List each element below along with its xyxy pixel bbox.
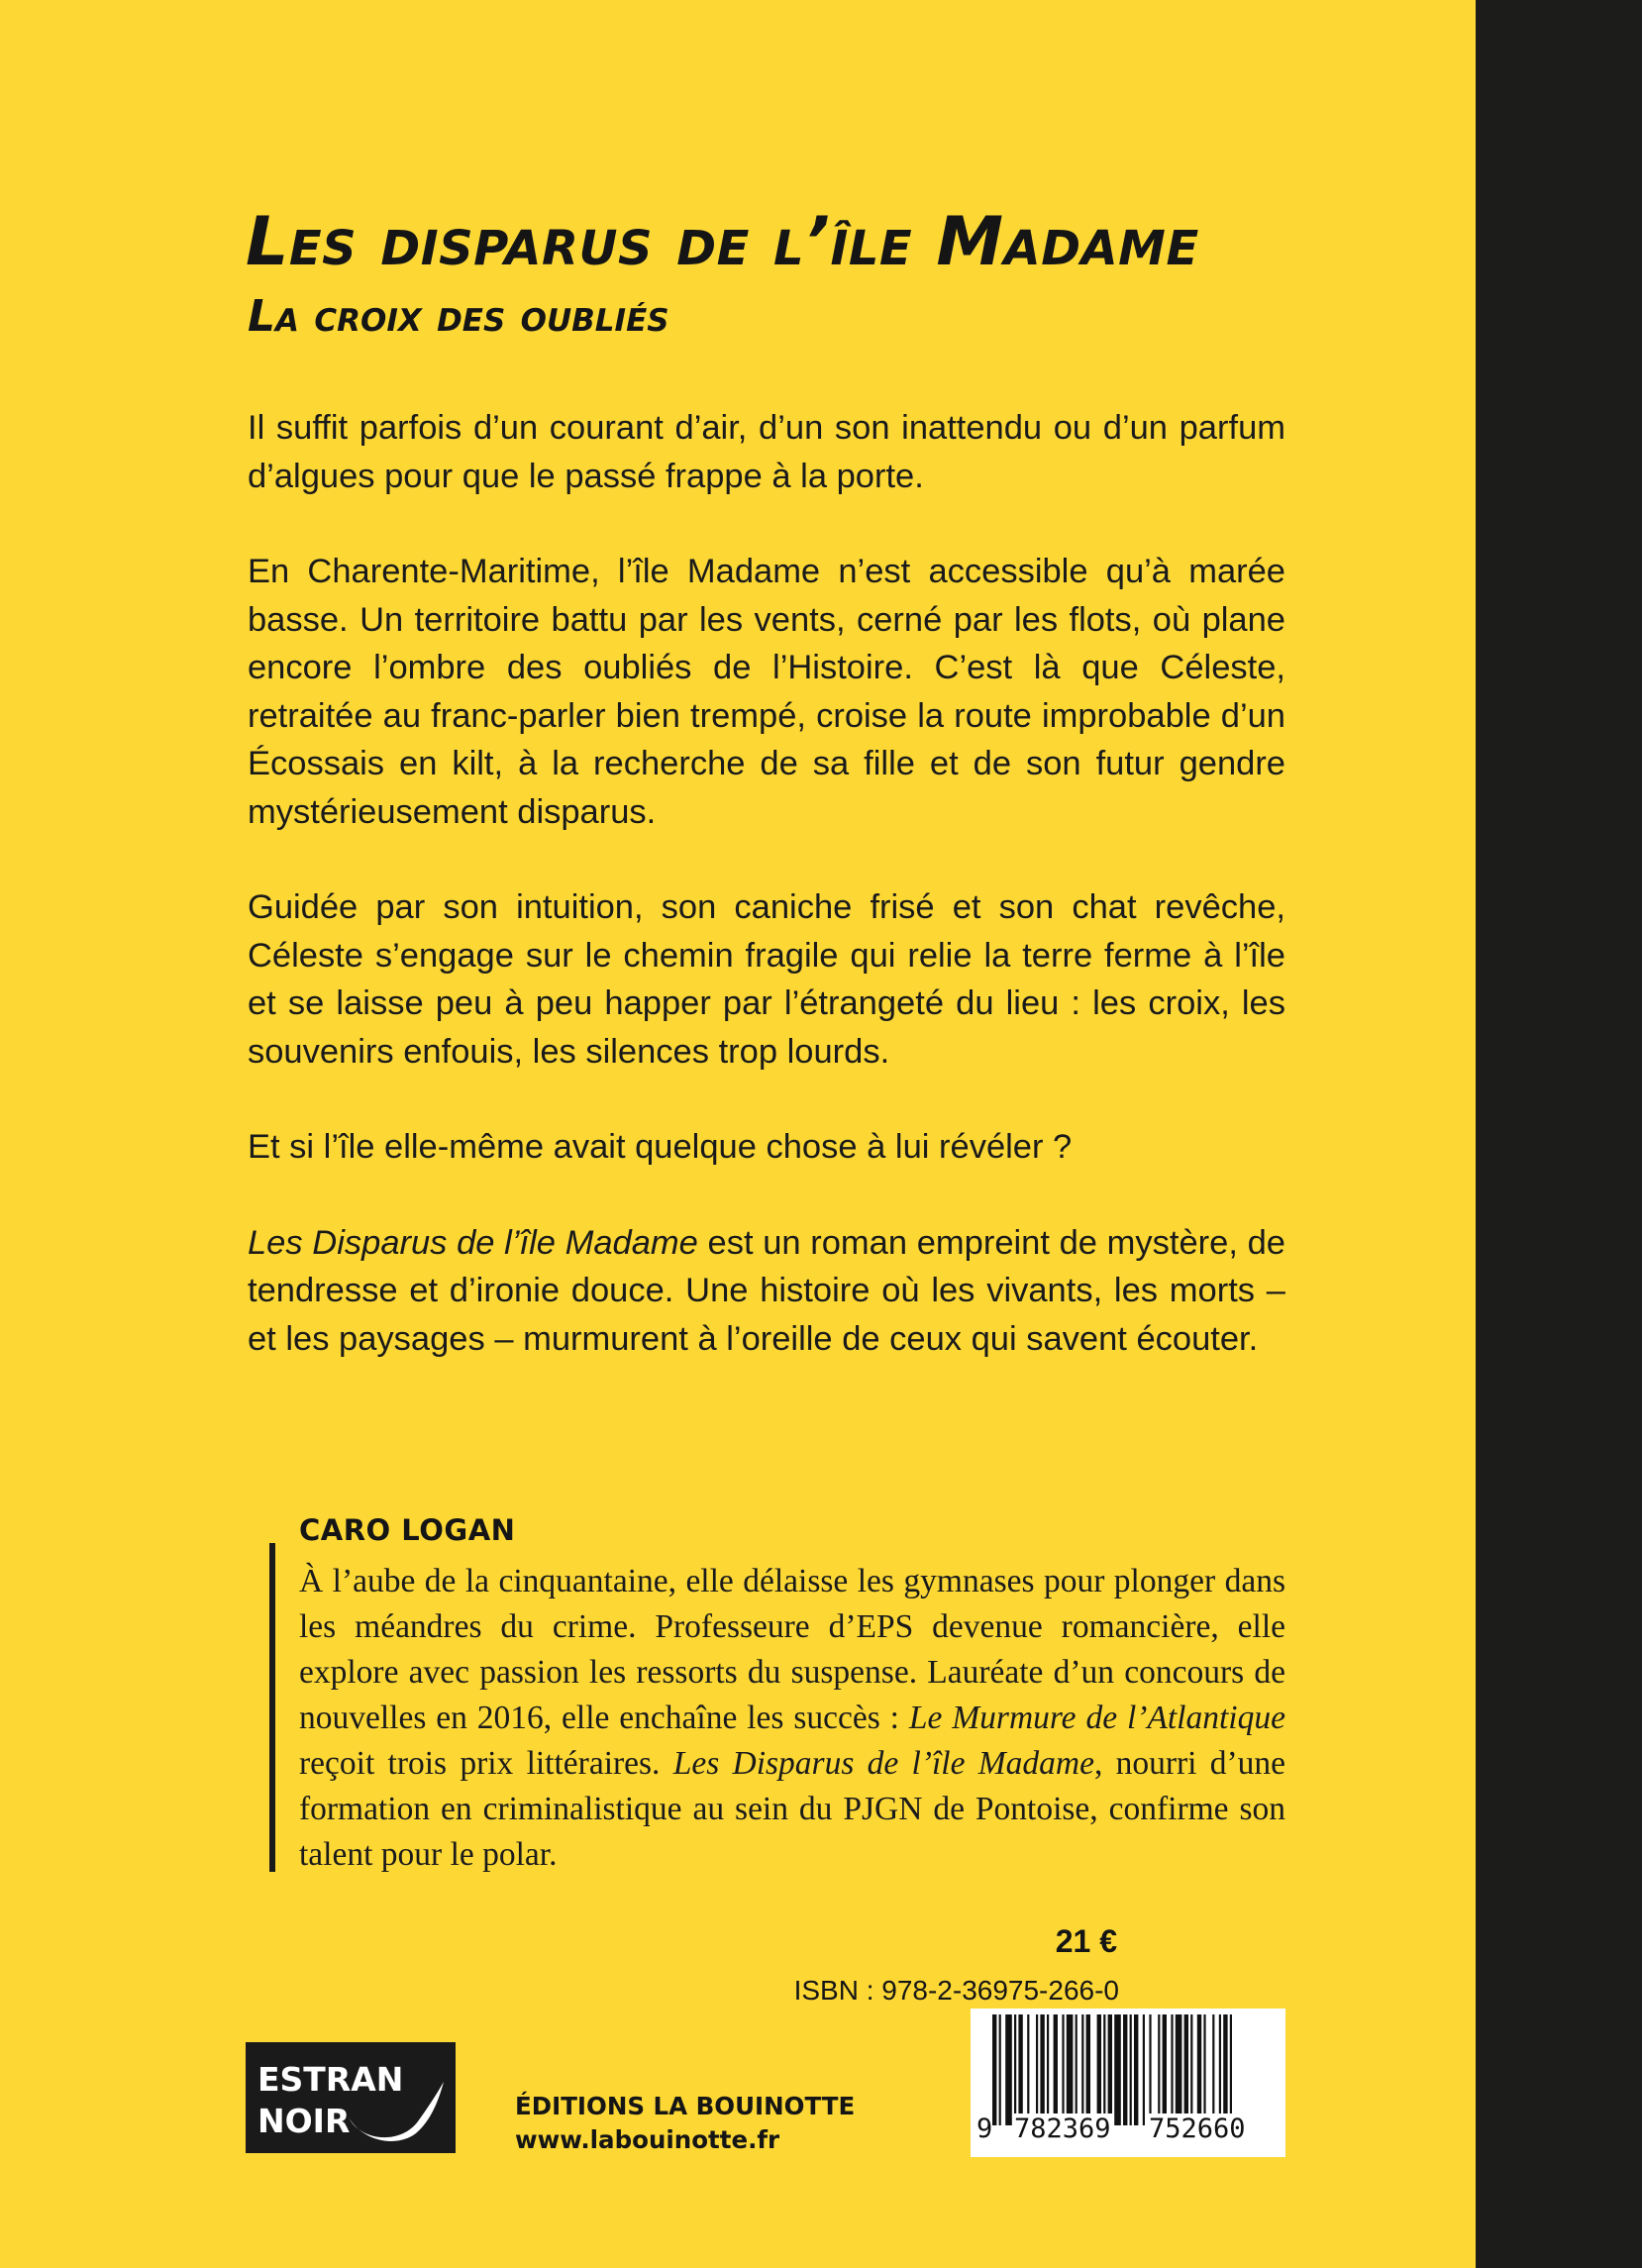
publisher-url[interactable]: www.labouinotte.fr	[515, 2125, 780, 2154]
blurb-paragraph-3: Guidée par son intuition, son caniche frisé et son chat revêche, Céleste s’engage sur le chemin fragile qui relie la terre ferme à l’île et se laisse peu à peu happer par l’étrangeté du lieu : les croix, les souvenirs enfouis, les silences trop lourds.	[248, 888, 1285, 1071]
blurb-paragraph-4: Et si l’île elle-même avait quelque chose à lui révéler ?	[248, 1128, 1073, 1166]
book-title: Les disparus de l’île Madame	[246, 203, 1199, 281]
blurb-paragraph-2: En Charente-Maritime, l’île Madame n’est accessible qu’à marée basse. Un territoire battu par les vents, cerné par les flots, où plane encore l’ombre des oubliés de l’Histoire. C’est là que Céleste, retraitée au franc-parler bien trempé, croise la route improbable d’un Écossais en kilt, à la recherche de sa fille et de son futur gendre mystérieusement disparus.	[248, 553, 1285, 831]
blurb	[248, 404, 1285, 1410]
author-bio-text-1: À l’aube de la cinquantaine, elle délaisse les gymnases pour plonger dans les méandres du crime. Professeure d’EPS devenue romancière, elle explore avec passion les ressorts du suspense. Lauréate d’un concours de nouvelles en 2016, elle enchaîne les succès :	[299, 1563, 1285, 1736]
price: 21 €	[1055, 1923, 1117, 1959]
author-bio-work-2: Les Disparus de l’île Madame	[672, 1745, 1094, 1782]
blurb-book-title-italic: Les Disparus de l’île Madame	[248, 1223, 698, 1262]
blurb-paragraph-5	[248, 1219, 1285, 1364]
publisher-name: ÉDITIONS LA BOUINOTTE	[515, 2092, 856, 2120]
blurb-paragraph-5-text: est un roman empreint de mystère, de tendresse et d’ironie douce. Une histoire où les vivants, les morts – et les paysages – murmurent à l’oreille de ceux qui savent écouter.	[248, 1223, 1285, 1358]
barcode-digits-right: 752660	[1149, 2113, 1246, 2144]
barcode-digits-left: 782369	[1014, 2113, 1111, 2144]
author-bio-text-3: , nourri d’une formation en criminalistique au sein du PJGN de Pontoise, confirme son talent pour le polar.	[299, 1745, 1285, 1873]
publisher-info	[515, 2090, 855, 2157]
wave-swoosh-icon	[341, 2078, 450, 2149]
author-bio-rule	[269, 1543, 275, 1872]
barcode	[971, 2009, 1285, 2157]
book-subtitle: La croix des oubliés	[248, 291, 669, 342]
logo-line-1: ESTRAN	[257, 2060, 404, 2099]
barcode-digit-first: 9	[976, 2113, 993, 2144]
logo-line-2: NOIR	[257, 2102, 351, 2140]
barcode-digits	[971, 2113, 1285, 2153]
blurb-paragraph-1: Il suffit parfois d’un courant d’air, d’un son inattendu ou d’un parfum d’algues pour que le passé frappe à la porte.	[248, 409, 1285, 495]
author-bio-work-1: Le Murmure de l’Atlantique	[908, 1700, 1285, 1736]
isbn: ISBN : 978-2-36975-266-0	[793, 1975, 1119, 2006]
author-bio-text-2: reçoit trois prix littéraires.	[299, 1745, 673, 1782]
estran-noir-logo	[246, 2042, 456, 2153]
spine-edge	[1476, 0, 1642, 2268]
author-name: CARO LOGAN	[299, 1513, 516, 1547]
author-bio	[299, 1559, 1285, 1878]
